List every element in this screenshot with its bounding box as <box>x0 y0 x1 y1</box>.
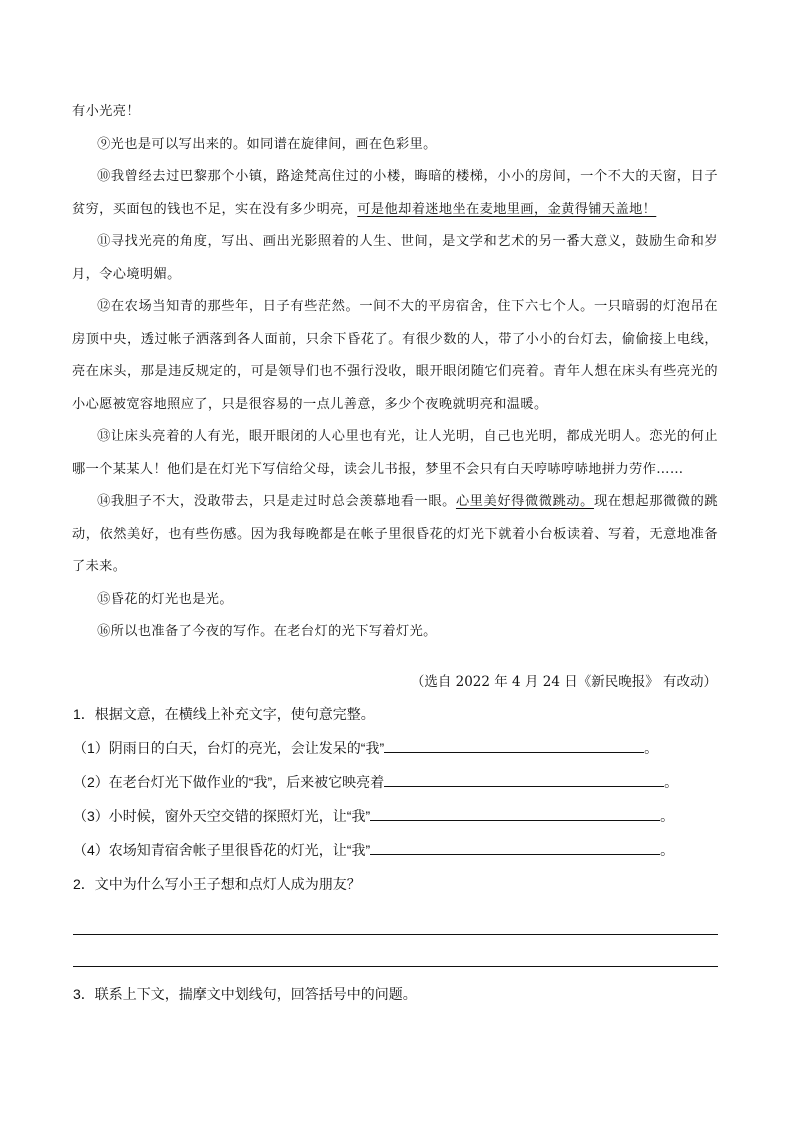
answer-line[interactable] <box>73 934 718 935</box>
paragraph-text: ⑮昏花的灯光也是光。 <box>97 591 233 607</box>
question-1-4 <box>73 840 674 860</box>
paragraph-text: ⑩我曾经去过巴黎那个小镇，路途梵高住过的小楼，晦暗的楼梯，小小的房间，一个不大的天窗，日子贫穷，买面包的钱也不足，实在没有多少明亮， <box>72 169 718 217</box>
paragraph-text: 现在想起那微微的跳动，依然美好，也有些伤感。因为我每晚都是在帐子里很昏花的灯光下就着小台板读着、写着，无意地准备了未来。 <box>72 494 718 574</box>
paragraph-14 <box>72 486 718 584</box>
question-1-2 <box>73 772 678 792</box>
underlined-sentence: 心里美好得微微跳动。 <box>455 494 594 509</box>
answer-blank[interactable] <box>384 774 664 787</box>
paragraph-11 <box>72 226 718 291</box>
period: 。 <box>644 740 659 756</box>
underlined-sentence: 可是他却着迷地坐在麦地里画，金黄得铺天盖地！ <box>357 201 657 217</box>
paragraph-text: 有小光亮！ <box>72 104 140 119</box>
answer-line[interactable] <box>73 966 718 967</box>
paragraph-text: ⑯所以也准备了今夜的写作。在老台灯的光下写着灯光。 <box>97 624 437 639</box>
paragraph-9 <box>72 129 718 162</box>
source-citation: （选自 2022 年 4 月 24 日《新民晚报》 有改动） <box>410 674 717 690</box>
question-text: （1）阴雨日的白天，台灯的亮光，会让发呆的“我” <box>73 740 385 756</box>
question-1: 1．根据文意，在横线上补充文字，使句意完整。 <box>73 706 375 722</box>
question-2: 2．文中为什么写小王子想和点灯人成为朋友？ <box>73 876 361 892</box>
period: 。 <box>660 842 675 858</box>
paragraph-text: ⑨光也是可以写出来的。如同谱在旋律间，画在色彩里。 <box>97 136 437 152</box>
answer-blank[interactable] <box>370 808 660 821</box>
period: 。 <box>664 774 679 790</box>
paragraph-continuation <box>72 96 718 129</box>
period: 。 <box>660 808 675 824</box>
question-1-1 <box>73 738 658 758</box>
question-text: （3）小时候，窗外天空交错的探照灯光，让“我” <box>73 808 371 824</box>
paragraph-15 <box>72 584 718 617</box>
paragraph-16 <box>72 616 718 649</box>
paragraph-12 <box>72 291 718 421</box>
paragraph-10 <box>72 161 718 226</box>
answer-blank[interactable] <box>384 740 644 753</box>
reading-passage <box>72 96 718 649</box>
answer-blank[interactable] <box>370 842 660 855</box>
paragraph-text: ⑭我胆子不大，没敢带去，只是走过时总会羡慕地看一眼。 <box>97 494 456 509</box>
paragraph-text: ⑫在农场当知青的那些年，日子有些茫然。一间不大的平房宿舍，住下六七个人。一只暗弱的灯泡吊在房顶中央，透过帐子洒落到各人面前，只余下昏花了。有很少数的人，带了小小的台灯去，偷偷接上电线，亮在床头，那是违反规定的，可是领导们也不强行没收，眼开眼闭随它们亮着。青年人想在床头有些亮光的小心愿被宽容地照应了，只是很容易的一点儿善意，多少个夜晚就明亮和温暖。 <box>72 299 718 412</box>
question-text: （4）农场知青宿舍帐子里很昏花的灯光，让“我” <box>73 842 371 858</box>
question-text: （2）在老台灯光下做作业的“我”，后来被它映亮着 <box>73 774 385 790</box>
paragraph-text: ⑬让床头亮着的人有光，眼开眼闭的人心里也有光，让人光明，自己也光明，都成光明人。恋光的何止哪一个某某人！他们是在灯光下写信给父母，读会儿书报，梦里不会只有白天哼哧哼哧地拼力劳作…… <box>72 429 718 477</box>
paragraph-text: ⑪寻找光亮的角度，写出、画出光影照着的人生、世间，是文学和艺术的另一番大意义，鼓励生命和岁月，令心境明媚。 <box>72 234 718 282</box>
question-1-3 <box>73 806 674 826</box>
question-3: 3．联系上下文，揣摩文中划线句，回答括号中的问题。 <box>73 986 417 1002</box>
paragraph-13 <box>72 421 718 486</box>
